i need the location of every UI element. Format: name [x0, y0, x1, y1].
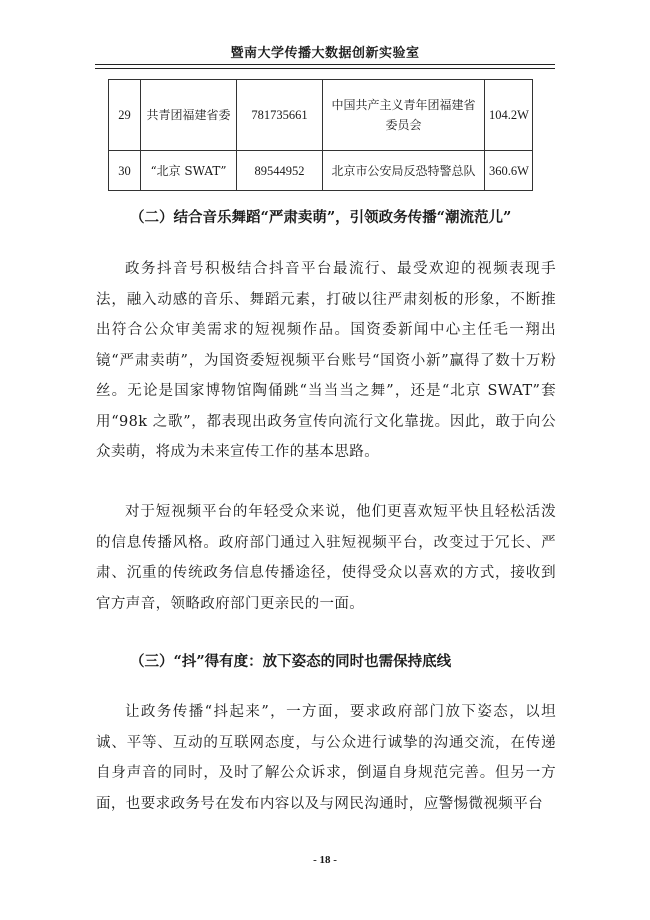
paragraph: 让政务传播“抖起来”，一方面，要求政府部门放下姿态，以坦诚、平等、互动的互联网态度，与公众进行诚挚的沟通交流，在传递自身声音的同时，及时了解公众诉求，倒逼自身规范完善。但另一方面，也要求政务号在发布内容以及与网民沟通时，应警惕微视频平台 [96, 704, 556, 812]
account-name: “北京 SWAT” [141, 151, 237, 191]
account-name: 共青团福建省委 [141, 80, 237, 151]
header-rule-thin [95, 68, 555, 69]
paragraph: 政务抖音号积极结合抖音平台最流行、最受欢迎的视频表现手法，融入动感的音乐、舞蹈元素，打破以往严肃刻板的形象，不断推出符合公众审美需求的短视频作品。国资委新闻中心主任毛一翔出镜“严肃卖萌”，为国资委短视频平台账号“国资小新”赢得了数十万粉丝。无论是国家博物馆陶俑跳“当当当之舞”，还是“北京 SWAT”套用“98k 之歌”，都表现出政务宣传向流行文化靠拢。因此，敢于向公众卖萌，将成为未来宣传工作的基本思路。 [96, 261, 556, 460]
table-row [109, 151, 533, 191]
follower-count: 360.6W [485, 151, 533, 191]
table-row [109, 80, 533, 151]
follower-count: 104.2W [485, 80, 533, 151]
row-number: 30 [109, 151, 141, 191]
page-number: - 18 - [313, 854, 337, 866]
row-number: 29 [109, 80, 141, 151]
section-heading-2: （二）结合音乐舞蹈“严肃卖萌”，引领政务传播“潮流范儿” [130, 209, 512, 226]
account-table [108, 79, 533, 191]
running-header: 暨南大学传播大数据创新实验室 [230, 46, 420, 61]
header-rule-thick [95, 64, 555, 65]
section-heading-3: （三）“抖”得有度：放下姿态的同时也需保持底线 [130, 653, 452, 670]
account-id: 781735661 [237, 80, 323, 151]
paragraph: 对于短视频平台的年轻受众来说，他们更喜欢短平快且轻松活泼的信息传播风格。政府部门通过入驻短视频平台，改变过于冗长、严肃、沉重的传统政务信息传播途径，使得受众以喜欢的方式，接收到官方声音，领略政府部门更亲民的一面。 [96, 504, 556, 612]
account-id: 89544952 [237, 151, 323, 191]
account-organization: 中国共产主义青年团福建省委员会 [323, 80, 485, 151]
account-organization: 北京市公安局反恐特警总队 [323, 151, 485, 191]
